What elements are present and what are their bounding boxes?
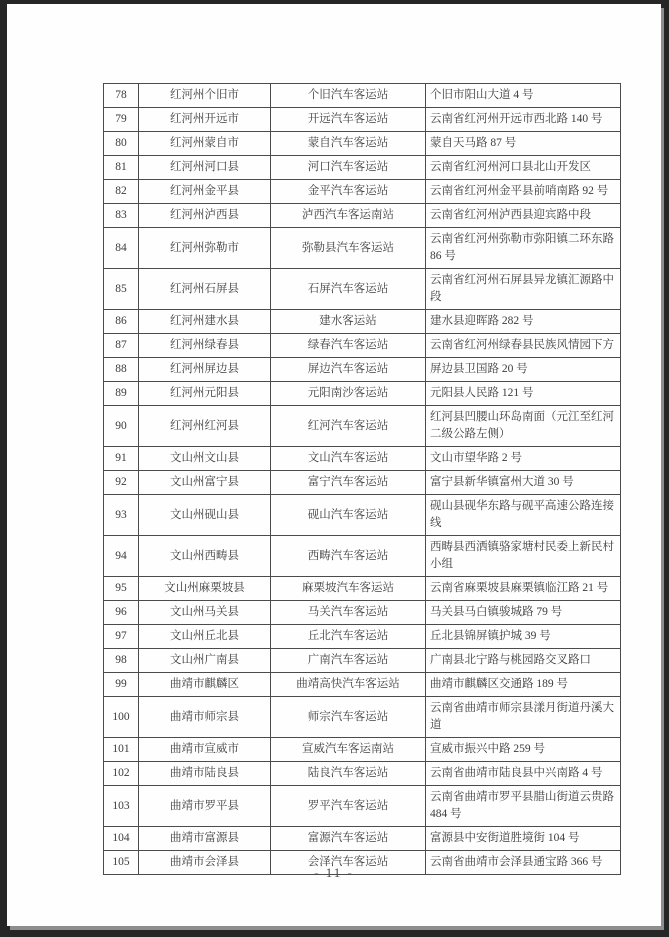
cell-no: 95	[104, 577, 139, 601]
cell-region: 红河州红河县	[139, 406, 271, 447]
cell-no: 84	[104, 228, 139, 269]
cell-region: 红河州绿春县	[139, 334, 271, 358]
cell-address: 宣威市振兴中路 259 号	[426, 738, 621, 762]
cell-station: 宣威汽车客运南站	[271, 738, 426, 762]
table-row	[104, 447, 621, 471]
cell-region: 红河州石屏县	[139, 269, 271, 310]
cell-region: 文山州富宁县	[139, 471, 271, 495]
page-number: - 11 -	[314, 865, 354, 880]
table-row	[104, 762, 621, 786]
stations-table	[103, 83, 620, 875]
table-row	[104, 471, 621, 495]
cell-region: 文山州丘北县	[139, 625, 271, 649]
cell-station: 屏边汽车客运站	[271, 358, 426, 382]
cell-region: 曲靖市罗平县	[139, 786, 271, 827]
cell-address: 云南省红河州绿春县民族风情园下方	[426, 334, 621, 358]
cell-region: 红河州蒙自市	[139, 132, 271, 156]
cell-no: 82	[104, 180, 139, 204]
cell-address: 西畴县西洒镇骆家塘村民委上新民村小组	[426, 536, 621, 577]
cell-address: 云南省曲靖市陆良县中兴南路 4 号	[426, 762, 621, 786]
cell-address: 广南县北宁路与桃园路交叉路口	[426, 649, 621, 673]
document-page	[7, 4, 661, 926]
cell-address: 砚山县砚华东路与砚平高速公路连接线	[426, 495, 621, 536]
cell-no: 93	[104, 495, 139, 536]
table-row	[104, 673, 621, 697]
cell-region: 文山州文山县	[139, 447, 271, 471]
cell-no: 80	[104, 132, 139, 156]
cell-address: 云南省麻栗坡县麻栗镇临江路 21 号	[426, 577, 621, 601]
cell-station: 曲靖高快汽车客运站	[271, 673, 426, 697]
cell-address: 云南省红河州金平县前哨南路 92 号	[426, 180, 621, 204]
cell-address: 蒙自天马路 87 号	[426, 132, 621, 156]
table-row	[104, 625, 621, 649]
cell-no: 78	[104, 84, 139, 108]
cell-address: 云南省红河州开远市西北路 140 号	[426, 108, 621, 132]
cell-station: 麻栗坡汽车客运站	[271, 577, 426, 601]
cell-address: 云南省红河州河口县北山开发区	[426, 156, 621, 180]
cell-address: 云南省红河州弥勒市弥阳镇二环东路 86 号	[426, 228, 621, 269]
cell-station: 西畴汽车客运站	[271, 536, 426, 577]
cell-region: 红河州个旧市	[139, 84, 271, 108]
cell-station: 陆良汽车客运站	[271, 762, 426, 786]
cell-no: 87	[104, 334, 139, 358]
table-row	[104, 649, 621, 673]
cell-no: 97	[104, 625, 139, 649]
cell-address: 个旧市阳山大道 4 号	[426, 84, 621, 108]
cell-region: 红河州金平县	[139, 180, 271, 204]
table-row	[104, 738, 621, 762]
cell-station: 河口汽车客运站	[271, 156, 426, 180]
table-row	[104, 156, 621, 180]
cell-region: 红河州河口县	[139, 156, 271, 180]
cell-region: 曲靖市麒麟区	[139, 673, 271, 697]
cell-station: 砚山汽车客运站	[271, 495, 426, 536]
cell-station: 马关汽车客运站	[271, 601, 426, 625]
cell-address: 云南省红河州泸西县迎宾路中段	[426, 204, 621, 228]
cell-station: 师宗汽车客运站	[271, 697, 426, 738]
cell-no: 101	[104, 738, 139, 762]
cell-address: 云南省曲靖市会泽县通宝路 366 号	[426, 851, 621, 875]
cell-address: 云南省曲靖市师宗县漾月街道丹溪大道	[426, 697, 621, 738]
table-row	[104, 269, 621, 310]
cell-no: 90	[104, 406, 139, 447]
cell-address: 云南省红河州石屏县异龙镇汇源路中段	[426, 269, 621, 310]
cell-region: 红河州建水县	[139, 310, 271, 334]
table-row	[104, 358, 621, 382]
cell-no: 88	[104, 358, 139, 382]
cell-address: 文山市望华路 2 号	[426, 447, 621, 471]
table-row	[104, 180, 621, 204]
cell-station: 丘北汽车客运站	[271, 625, 426, 649]
cell-no: 100	[104, 697, 139, 738]
cell-station: 金平汽车客运站	[271, 180, 426, 204]
cell-station: 广南汽车客运站	[271, 649, 426, 673]
cell-region: 曲靖市师宗县	[139, 697, 271, 738]
table-row	[104, 382, 621, 406]
table-row	[104, 601, 621, 625]
cell-region: 红河州开远市	[139, 108, 271, 132]
cell-no: 94	[104, 536, 139, 577]
table-row	[104, 827, 621, 851]
cell-no: 104	[104, 827, 139, 851]
cell-station: 弥勒县汽车客运站	[271, 228, 426, 269]
cell-no: 98	[104, 649, 139, 673]
cell-no: 105	[104, 851, 139, 875]
cell-no: 92	[104, 471, 139, 495]
stations-table-body	[104, 84, 621, 875]
cell-region: 红河州弥勒市	[139, 228, 271, 269]
cell-no: 91	[104, 447, 139, 471]
table-row	[104, 786, 621, 827]
table-row	[104, 108, 621, 132]
cell-region: 曲靖市宣威市	[139, 738, 271, 762]
cell-station: 蒙自汽车客运站	[271, 132, 426, 156]
table-row	[104, 228, 621, 269]
cell-no: 86	[104, 310, 139, 334]
cell-station: 红河汽车客运站	[271, 406, 426, 447]
cell-station: 元阳南沙客运站	[271, 382, 426, 406]
cell-no: 85	[104, 269, 139, 310]
table-row	[104, 132, 621, 156]
cell-region: 红河州屏边县	[139, 358, 271, 382]
cell-station: 富宁汽车客运站	[271, 471, 426, 495]
cell-no: 96	[104, 601, 139, 625]
cell-no: 89	[104, 382, 139, 406]
table-row	[104, 577, 621, 601]
cell-station: 个旧汽车客运站	[271, 84, 426, 108]
table-row	[104, 84, 621, 108]
cell-no: 102	[104, 762, 139, 786]
table-row	[104, 334, 621, 358]
cell-address: 马关县马白镇骏城路 79 号	[426, 601, 621, 625]
table-row	[104, 697, 621, 738]
cell-region: 红河州元阳县	[139, 382, 271, 406]
cell-region: 曲靖市会泽县	[139, 851, 271, 875]
cell-station: 绿春汽车客运站	[271, 334, 426, 358]
cell-address: 云南省曲靖市罗平县腊山街道云贵路 484 号	[426, 786, 621, 827]
cell-region: 文山州广南县	[139, 649, 271, 673]
table-row	[104, 495, 621, 536]
cell-region: 文山州马关县	[139, 601, 271, 625]
cell-address: 丘北县锦屏镇护城 39 号	[426, 625, 621, 649]
cell-station: 石屏汽车客运站	[271, 269, 426, 310]
cell-station: 开远汽车客运站	[271, 108, 426, 132]
cell-address: 建水县迎晖路 282 号	[426, 310, 621, 334]
cell-station: 建水客运站	[271, 310, 426, 334]
cell-address: 曲靖市麒麟区交通路 189 号	[426, 673, 621, 697]
table-row	[104, 536, 621, 577]
cell-no: 103	[104, 786, 139, 827]
cell-no: 99	[104, 673, 139, 697]
cell-region: 文山州麻栗坡县	[139, 577, 271, 601]
cell-station: 罗平汽车客运站	[271, 786, 426, 827]
cell-no: 81	[104, 156, 139, 180]
cell-station: 泸西汽车客运南站	[271, 204, 426, 228]
cell-station: 文山汽车客运站	[271, 447, 426, 471]
cell-address: 红河县凹腰山环岛南面（元江至红河二级公路左侧）	[426, 406, 621, 447]
cell-region: 曲靖市陆良县	[139, 762, 271, 786]
cell-region: 曲靖市富源县	[139, 827, 271, 851]
table-row	[104, 310, 621, 334]
cell-station: 富源汽车客运站	[271, 827, 426, 851]
cell-station: 会泽汽车客运站	[271, 851, 426, 875]
cell-region: 文山州砚山县	[139, 495, 271, 536]
cell-address: 元阳县人民路 121 号	[426, 382, 621, 406]
cell-region: 文山州西畴县	[139, 536, 271, 577]
table-row	[104, 406, 621, 447]
cell-region: 红河州泸西县	[139, 204, 271, 228]
cell-address: 富宁县新华镇富州大道 30 号	[426, 471, 621, 495]
cell-address: 屏边县卫国路 20 号	[426, 358, 621, 382]
cell-no: 79	[104, 108, 139, 132]
cell-address: 富源县中安街道胜境街 104 号	[426, 827, 621, 851]
cell-no: 83	[104, 204, 139, 228]
table-row	[104, 204, 621, 228]
